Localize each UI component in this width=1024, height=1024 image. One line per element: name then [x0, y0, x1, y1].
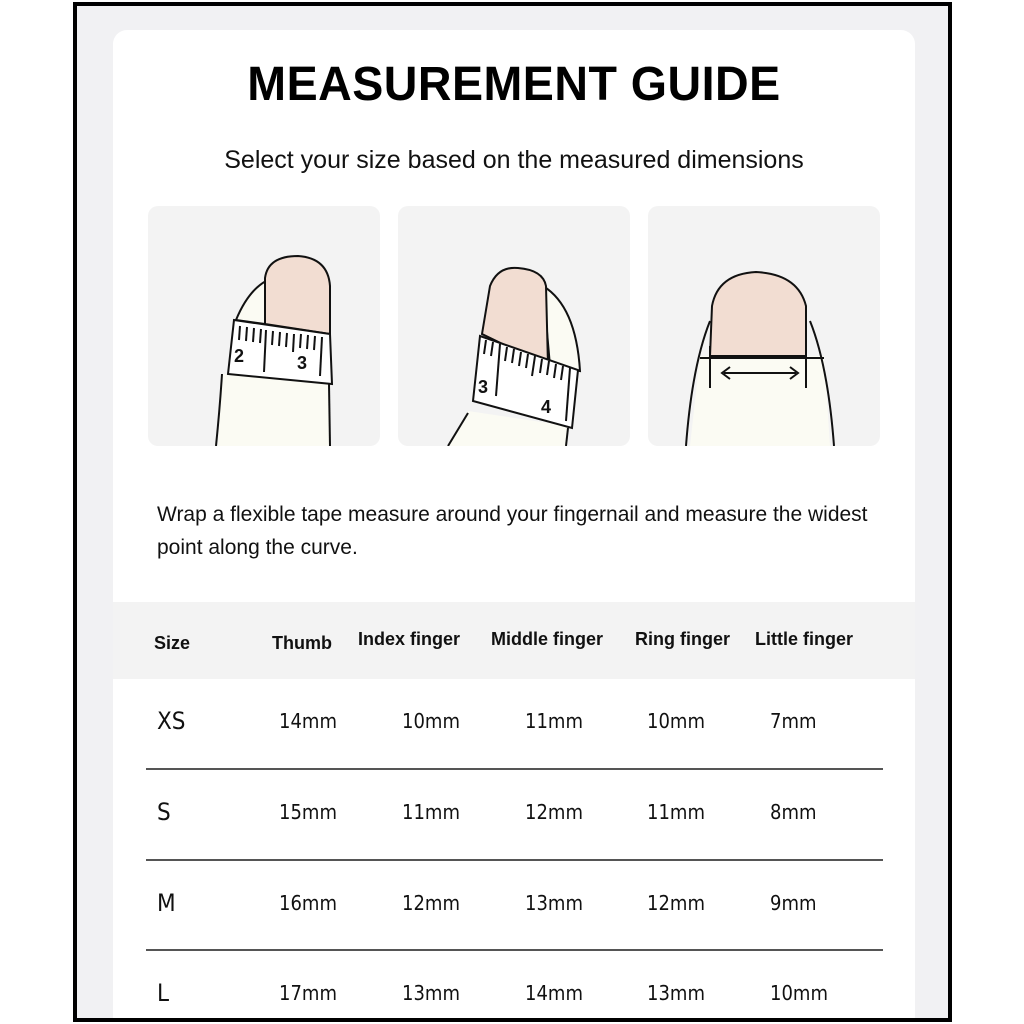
- table-row: [113, 770, 915, 860]
- finger-tape-illustration: [398, 206, 630, 446]
- nail-width-icon: [648, 206, 880, 446]
- svg-text:3: 3: [478, 377, 489, 397]
- column-header-middle: Middle finger: [491, 629, 603, 649]
- thumb-value: 17mm: [279, 981, 337, 1005]
- svg-text:4: 4: [541, 397, 552, 417]
- little-value: 7mm: [770, 709, 817, 733]
- svg-text:3: 3: [297, 353, 308, 373]
- column-header-little: Little finger: [755, 629, 853, 649]
- thumb-value: 14mm: [279, 709, 337, 733]
- table-row: [113, 951, 915, 1022]
- middle-value: 14mm: [525, 981, 583, 1005]
- column-header-size: Size: [154, 633, 191, 653]
- guide-frame: [73, 2, 952, 1022]
- finger-tape-icon: [398, 206, 630, 446]
- column-header-ring: Ring finger: [635, 629, 730, 649]
- table-row: [113, 679, 915, 769]
- size-label: L: [157, 979, 170, 1007]
- size-table-header: [113, 602, 915, 679]
- index-value: 11mm: [402, 800, 460, 824]
- svg-text:2: 2: [234, 346, 245, 366]
- size-label: M: [157, 889, 176, 917]
- ring-value: 13mm: [647, 981, 705, 1005]
- thumb-tape-illustration: [148, 206, 380, 446]
- guide-card: [113, 30, 915, 1022]
- thumb-value: 16mm: [279, 891, 337, 915]
- size-label: XS: [157, 707, 186, 735]
- little-value: 9mm: [770, 891, 817, 915]
- page-subtitle: Select your size based on the measured dimensions: [224, 146, 804, 174]
- table-row: [113, 861, 915, 951]
- ring-value: 11mm: [647, 800, 705, 824]
- little-value: 10mm: [770, 981, 828, 1005]
- nail-width-illustration: [648, 206, 880, 446]
- little-value: 8mm: [770, 800, 817, 824]
- page-title: MEASUREMENT GUIDE: [247, 58, 781, 111]
- instruction-text: Wrap a flexible tape measure around your fingernail and measure the widest point along the curve.: [157, 503, 868, 559]
- index-value: 12mm: [402, 891, 460, 915]
- thumb-tape-icon: [148, 206, 380, 446]
- size-label: S: [157, 798, 171, 826]
- column-header-thumb: Thumb: [272, 633, 332, 653]
- ring-value: 12mm: [647, 891, 705, 915]
- middle-value: 12mm: [525, 800, 583, 824]
- ring-value: 10mm: [647, 709, 705, 733]
- middle-value: 11mm: [525, 709, 583, 733]
- column-header-index: Index finger: [358, 629, 461, 649]
- thumb-value: 15mm: [279, 800, 337, 824]
- middle-value: 13mm: [525, 891, 583, 915]
- index-value: 13mm: [402, 981, 460, 1005]
- illustration-row: [148, 206, 883, 446]
- index-value: 10mm: [402, 709, 460, 733]
